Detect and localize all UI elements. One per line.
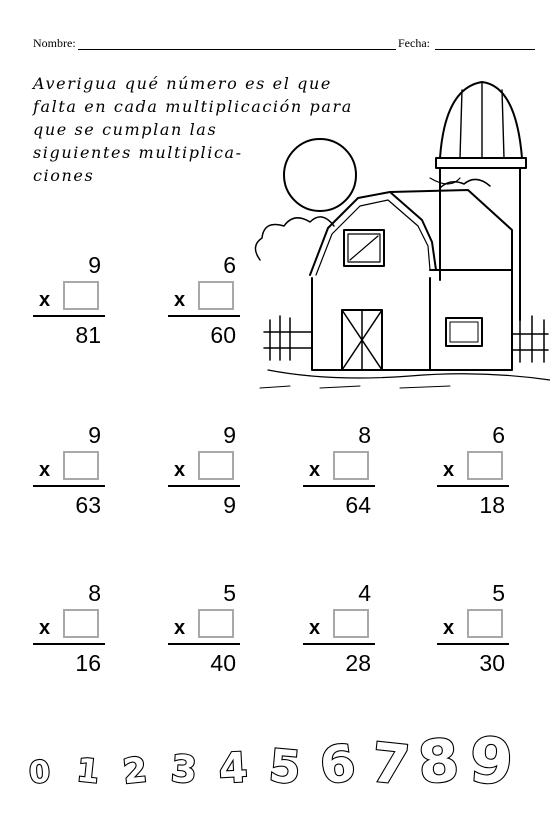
- date-label: Fecha:: [398, 36, 430, 50]
- worksheet-header: [33, 36, 538, 52]
- sun-illustration: [284, 139, 356, 211]
- product: 18: [479, 492, 505, 518]
- underline-rule: [303, 485, 375, 487]
- multiplicand: 9: [88, 422, 101, 448]
- multiplicand: 9: [223, 422, 236, 448]
- answer-box[interactable]: [467, 451, 503, 480]
- multiply-sign: x: [174, 459, 186, 481]
- instruction-line: Averigua qué número es el que: [33, 74, 332, 93]
- underline-rule: [33, 643, 105, 645]
- underline-rule: [168, 643, 240, 645]
- underline-rule: [303, 643, 375, 645]
- instruction-line: falta en cada multiplicación para: [33, 97, 353, 116]
- multiplication-problem: [303, 580, 381, 676]
- underline-rule: [437, 643, 509, 645]
- product: 30: [479, 650, 505, 676]
- multiply-sign: x: [443, 617, 455, 639]
- answer-box[interactable]: [333, 451, 369, 480]
- multiplication-problem: [168, 252, 246, 348]
- multiplication-problem: [437, 580, 515, 676]
- answer-box[interactable]: [63, 451, 99, 480]
- date-field-line[interactable]: [435, 49, 535, 50]
- multiplicand: 8: [88, 580, 101, 606]
- answer-box[interactable]: [63, 609, 99, 638]
- product: 40: [210, 650, 236, 676]
- outlined-digit: 0: [27, 754, 52, 791]
- outlined-digit: 5: [267, 738, 303, 795]
- digit-strip: [25, 720, 515, 800]
- multiplication-problem: [33, 580, 111, 676]
- multiply-sign: x: [443, 459, 455, 481]
- underline-rule: [437, 485, 509, 487]
- multiplicand: 5: [223, 580, 236, 606]
- answer-box[interactable]: [63, 281, 99, 310]
- outlined-digit: 7: [368, 730, 413, 798]
- instruction-line: siguientes multiplica-: [33, 143, 243, 162]
- underline-rule: [168, 485, 240, 487]
- product: 60: [210, 322, 236, 348]
- multiplicand: 6: [492, 422, 505, 448]
- underline-rule: [168, 315, 240, 317]
- answer-box[interactable]: [198, 451, 234, 480]
- multiplication-problem: [303, 422, 381, 518]
- multiply-sign: x: [39, 617, 51, 639]
- product: 9: [223, 492, 236, 518]
- multiply-sign: x: [39, 289, 51, 311]
- product: 28: [345, 650, 371, 676]
- outlined-digit: 4: [217, 743, 249, 793]
- multiply-sign: x: [309, 459, 321, 481]
- name-label: Nombre:: [33, 36, 76, 50]
- answer-box[interactable]: [198, 281, 234, 310]
- outlined-digit: 6: [316, 733, 359, 796]
- outlined-digit: 3: [169, 747, 199, 792]
- multiply-sign: x: [39, 459, 51, 481]
- multiply-sign: x: [174, 289, 186, 311]
- multiplicand: 4: [358, 580, 371, 606]
- product: 16: [75, 650, 101, 676]
- underline-rule: [33, 485, 105, 487]
- product: 63: [75, 492, 101, 518]
- outlined-digit: 1: [74, 750, 102, 791]
- instruction-line: ciones: [33, 166, 95, 185]
- instruction-line: que se cumplan las: [33, 120, 218, 139]
- answer-box[interactable]: [198, 609, 234, 638]
- answer-box[interactable]: [467, 609, 503, 638]
- underline-rule: [33, 315, 105, 317]
- barn-illustration: [250, 70, 550, 390]
- outlined-digit: 9: [467, 723, 515, 799]
- multiplication-problem: [168, 580, 246, 676]
- outlined-digit: 2: [121, 750, 149, 793]
- name-field-line[interactable]: [78, 49, 396, 50]
- outlined-digit: 8: [415, 725, 462, 798]
- multiplicand: 8: [358, 422, 371, 448]
- multiplicand: 5: [492, 580, 505, 606]
- multiplication-problem: [33, 422, 111, 518]
- product: 64: [345, 492, 371, 518]
- answer-box[interactable]: [333, 609, 369, 638]
- multiplicand: 9: [88, 252, 101, 278]
- product: 81: [75, 322, 101, 348]
- multiplicand: 6: [223, 252, 236, 278]
- multiplication-problem: [437, 422, 515, 518]
- multiplication-problem: [168, 422, 246, 518]
- multiply-sign: x: [309, 617, 321, 639]
- multiplication-problem: [33, 252, 111, 348]
- multiply-sign: x: [174, 617, 186, 639]
